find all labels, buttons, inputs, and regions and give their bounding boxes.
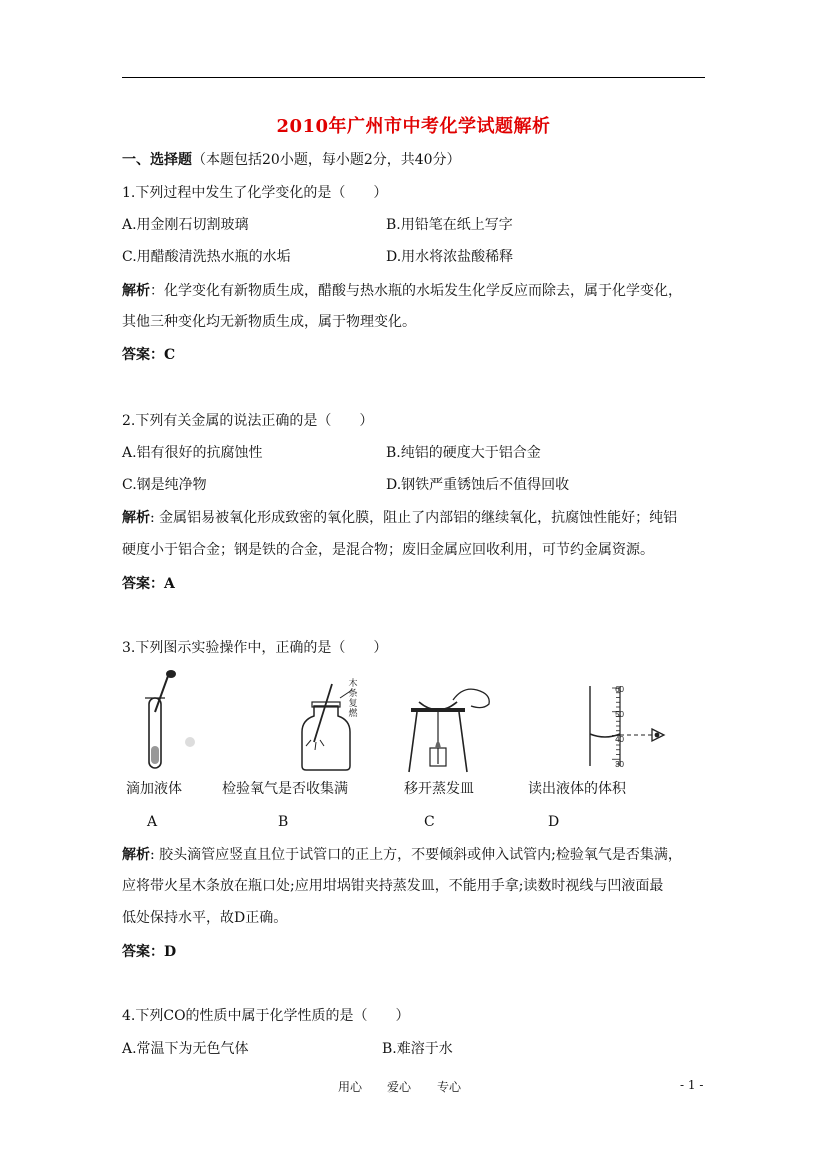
splint-label-char: 条	[348, 688, 358, 698]
q1-option-d: D.用水将浓盐酸稀释	[386, 249, 514, 265]
q3-analysis-line2: 应将带火星木条放在瓶口处;应用坩埚钳夹持蒸发皿，不能用手拿;读数时视线与凹液面最	[122, 878, 664, 894]
q1-analysis-text1: ：化学变化有新物质生成，醋酸与热水瓶的水垢发生化学反应而除去，属于化学变化，	[150, 283, 682, 299]
q3-analysis-line1	[122, 845, 682, 865]
q3-stem: 3.下列图示实验操作中，正确的是（ ）	[122, 640, 388, 656]
q4-stem: 4.下列CO的性质中属于化学性质的是（ ）	[122, 1008, 410, 1024]
q2-analysis-text1: : 金属铝易被氧化形成致密的氧化膜，阻止了内部铝的继续氧化，抗腐蚀性能好；纯铝	[150, 510, 678, 526]
q1-analysis-line2: 其他三种变化均无新物质生成，属于物理变化。	[122, 314, 416, 330]
q3-caption-d: 读出液体的体积	[528, 781, 626, 797]
splint-label	[348, 677, 358, 718]
section-heading-line	[122, 150, 461, 170]
q1-option-a: A.用金刚石切割玻璃	[122, 217, 249, 233]
q1-option-b: B.用铅笔在纸上写字	[386, 217, 513, 233]
q2-stem: 2.下列有关金属的说法正确的是（ ）	[122, 413, 374, 429]
q3-letter-b: B	[278, 814, 289, 830]
scale-tick-50: 50	[615, 710, 624, 719]
q2-analysis-label: 解析	[122, 510, 150, 526]
q3-caption-c: 移开蒸发皿	[404, 781, 474, 797]
footer-motto-3: 专心	[437, 1080, 462, 1094]
q3-letter-a: A	[147, 814, 158, 830]
figure-b-splint-label	[346, 676, 360, 726]
q3-caption-a: 滴加液体	[126, 781, 182, 797]
section-heading: 一、选择题	[122, 152, 192, 168]
q2-analysis-line2: 硬度小于铝合金；钢是铁的合金，是混合物；废旧金属应回收利用，可节约金属资源。	[122, 542, 654, 558]
footer-page-number: - 1 -	[680, 1078, 704, 1092]
q4-option-b: B.难溶于水	[382, 1041, 453, 1057]
q1-analysis-line1	[122, 281, 682, 301]
q3-analysis-text1: : 胶头滴管应竖直且位于试管口的正上方，不要倾斜或伸入试管内;检验氧气是否集满，	[150, 847, 682, 863]
q3-caption-b: 检验氧气是否收集满	[222, 781, 348, 797]
q1-answer: 答案：C	[122, 347, 176, 363]
scale-tick-40: 40	[615, 735, 624, 744]
splint-label-char: 燃	[348, 708, 358, 718]
q2-option-b: B.纯铝的硬度大于铝合金	[386, 445, 541, 461]
figure-a-hand-mark	[183, 735, 197, 749]
figure-a-dropper	[135, 668, 195, 773]
q1-analysis-label: 解析	[122, 283, 150, 299]
header-rule	[122, 77, 705, 78]
q3-analysis-line3: 低处保持水平，故D正确。	[122, 910, 288, 926]
q1-stem: 1.下列过程中发生了化学变化的是（ ）	[122, 185, 388, 201]
q3-letter-d: D	[548, 814, 560, 830]
splint-label-char: 木	[348, 678, 358, 688]
q1-option-c: C.用醋酸清洗热水瓶的水垢	[122, 249, 291, 265]
q3-analysis-label: 解析	[122, 847, 150, 863]
figure-b-gas-bottle	[292, 680, 372, 772]
q2-option-a: A.铝有很好的抗腐蚀性	[122, 445, 263, 461]
scale-tick-60: 60	[615, 685, 624, 694]
figure-c-tripod	[405, 682, 495, 774]
figure-d-scale-labels	[596, 680, 624, 770]
q2-option-d: D.钢铁严重锈蚀后不值得回收	[386, 477, 570, 493]
footer-motto-1: 用心	[338, 1080, 363, 1094]
section-note: （本题包括20小题，每小题2分，共40分）	[192, 152, 461, 168]
q2-analysis-line1	[122, 508, 677, 528]
page-title: 2010年广州市中考化学试题解析	[276, 116, 551, 137]
q4-option-a: A.常温下为无色气体	[122, 1041, 249, 1057]
q2-option-c: C.钢是纯净物	[122, 477, 207, 493]
q3-letter-c: C	[424, 814, 435, 830]
footer-motto-2: 爱心	[387, 1080, 412, 1094]
q2-answer: 答案：A	[122, 576, 175, 592]
q3-answer: 答案：D	[122, 944, 177, 960]
splint-label-char: 复	[348, 698, 358, 708]
scale-tick-30: 30	[615, 760, 624, 769]
